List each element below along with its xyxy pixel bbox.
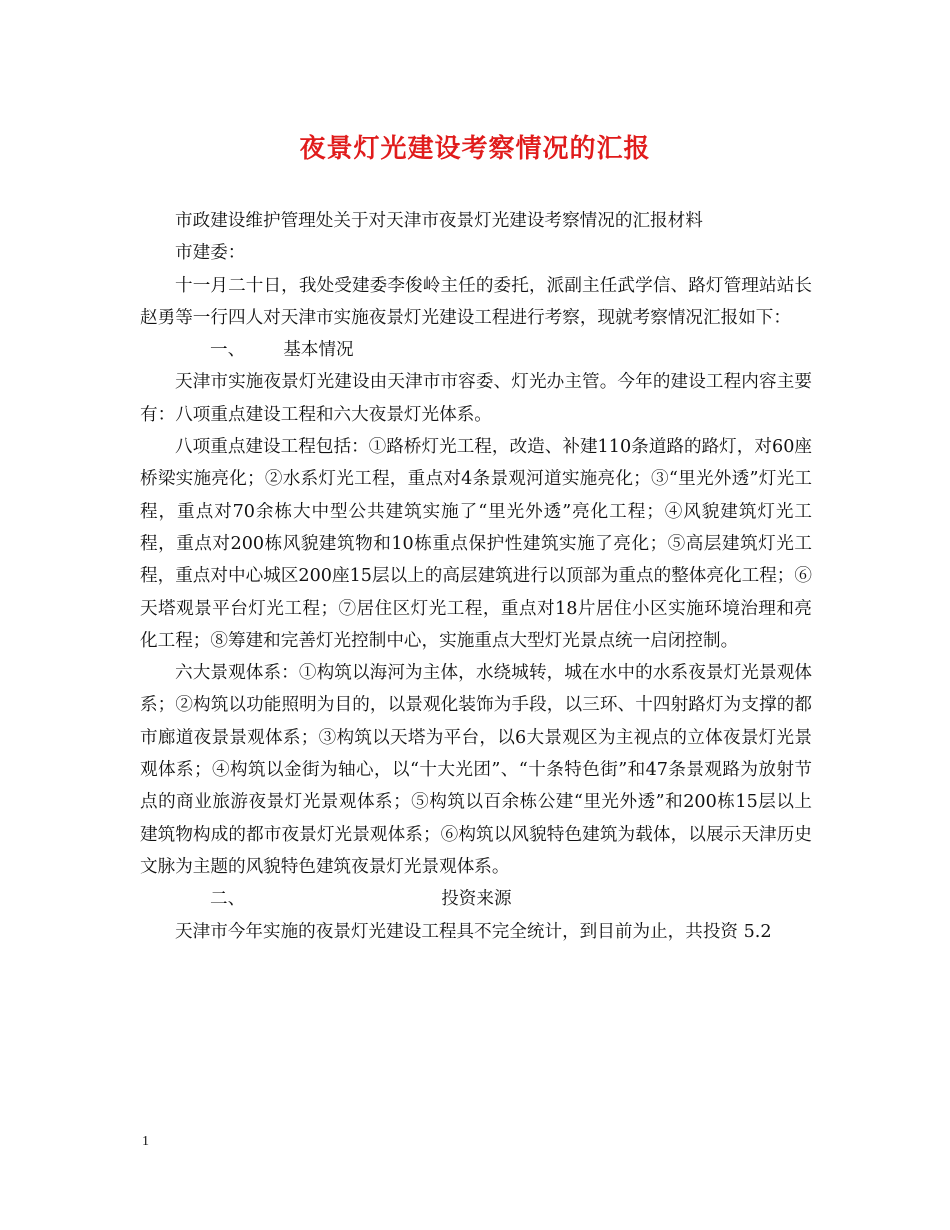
section-heading-text: 投资来源: [441, 889, 512, 910]
subtitle-paragraph: 市政建设维护管理处关于对天津市夜景灯光建设考察情况的汇报材料: [175, 211, 703, 231]
page-number: 1: [142, 1134, 149, 1149]
eight-projects-paragraph: 八项重点建设工程包括：①路桥灯光工程，改造、补建110条道路的路灯，对60座桥梁实施亮化；②水系灯光工程，重点对4条景观河道实施亮化；③“里光外透”灯光工程，重点对70余栋大中型公共建筑实施了“里光外透”亮化工程；④风貌建筑灯光工程，重点对200栋风貌建筑物和10栋重点保护性建筑实施了亮化；⑤高层建筑灯光工程，重点对中心城区200座15层以上的高层建筑进行以顶部为重点的整体亮化工程；⑥天塔观景平台灯光工程；⑦居住区灯光工程，重点对18片居住小区实施环境治理和亮化工程；⑧筹建和完善灯光控制中心，实施重点大型灯光景点统一启闭控制。: [140, 437, 812, 651]
six-systems-paragraph: 六大景观体系：①构筑以海河为主体，水绕城转，城在水中的水系夜景灯光景观体系；②构筑以功能照明为目的，以景观化装饰为手段，以三环、十四射路灯为支撑的都市廊道夜景景观体系；③构筑以天塔为平台，以6大景观区为主视点的立体夜景灯光景观体系；④构筑以金街为轴心，以“十大光团”、“十条特色街”和47条景观路为放射节点的商业旅游夜景灯光景观体系；⑤构筑以百余栋公建“里光外透”和200栋15层以上建筑物构成的都市夜景灯光景观体系；⑥构筑以风貌特色建筑为载体，以展示天津历史文脉为主题的风貌特色建筑夜景灯光景观体系。: [140, 663, 812, 877]
document-body: [140, 205, 812, 948]
section-heading-basic: [140, 334, 812, 366]
section-number: 一、: [210, 340, 246, 361]
salutation-paragraph: 市建委：: [175, 243, 246, 264]
section-number: 二、: [210, 889, 246, 910]
intro-paragraph: 十一月二十日，我处受建委李俊岭主任的委托，派副主任武学信、路灯管理站站长赵勇等一行四人对天津市实施夜景灯光建设工程进行考察，现就考察情况汇报如下：: [140, 275, 812, 328]
investment-paragraph: 天津市今年实施的夜景灯光建设工程具不完全统计，到目前为止，共投资 5.2: [175, 921, 772, 942]
document-title: 夜景灯光建设考察情况的汇报: [299, 134, 651, 164]
basic-info-paragraph: 天津市实施夜景灯光建设由天津市市容委、灯光办主管。今年的建设工程内容主要有：八项重点建设工程和六大夜景灯光体系。: [140, 372, 812, 425]
section-heading-text: 基本情况: [283, 340, 354, 361]
section-heading-investment: [140, 883, 812, 915]
